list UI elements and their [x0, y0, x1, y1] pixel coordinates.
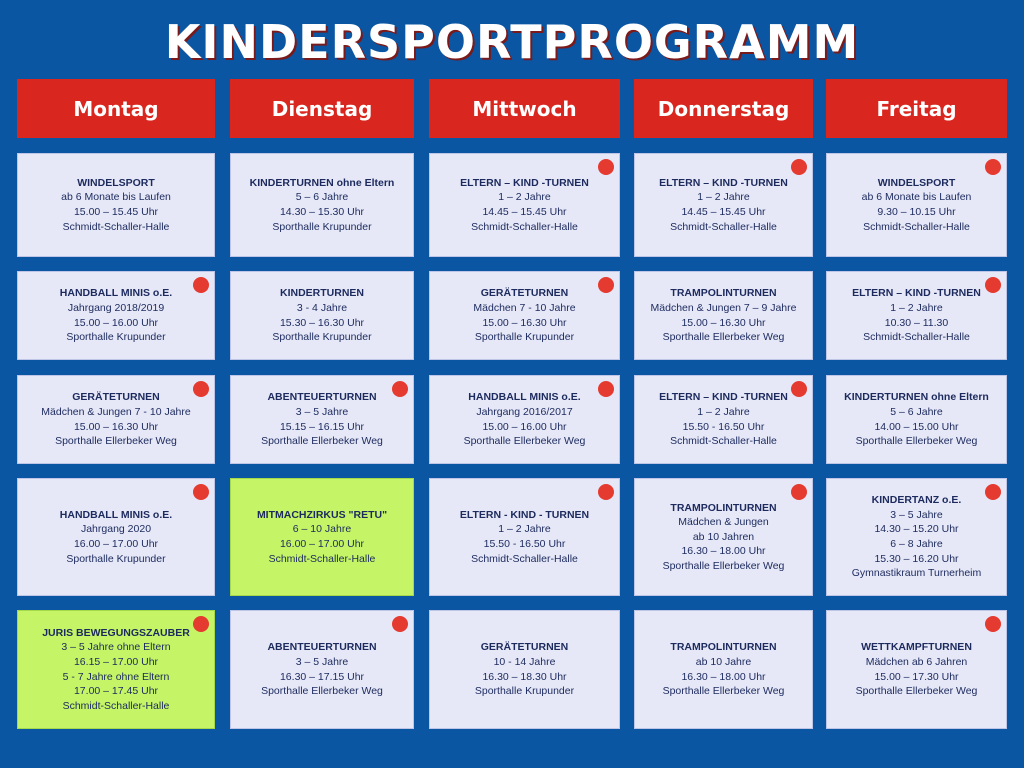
red-dot-icon [791, 159, 807, 175]
course-detail: 6 – 8 Jahre [890, 538, 943, 550]
course-detail: 16.00 – 17.00 Uhr [279, 538, 365, 550]
schedule-cell [17, 375, 215, 464]
red-dot-icon [791, 484, 807, 500]
course-detail: 16.30 – 18.00 Uhr [681, 670, 766, 683]
course-detail: ab 10 Jahren [692, 530, 755, 543]
course-detail: Schmidt-Schaller-Halle [471, 220, 578, 233]
course-detail: 15.00 – 16.30 Uhr [73, 420, 159, 433]
red-dot-icon [598, 277, 614, 293]
course-detail: ab 10 Jahre [695, 655, 752, 668]
course-name: ELTERN – KIND -TURNEN [659, 176, 788, 189]
course-detail: Sporthalle Krupunder [66, 331, 166, 344]
course-name: TRAMPOLINTURNEN [670, 501, 777, 514]
course-detail: 16.30 – 18.00 Uhr [681, 545, 766, 558]
schedule-cell [429, 478, 620, 596]
schedule-cell [634, 478, 813, 596]
schedule-cell [826, 375, 1007, 464]
schedule-cell [230, 610, 414, 729]
course-detail: 15.50 - 16.50 Uhr [483, 538, 566, 550]
day-header-mittwoch: Mittwoch [429, 79, 620, 138]
course-detail: 14.30 – 15.20 Uhr [874, 523, 959, 536]
course-detail: 14.30 – 15.30 Uhr [279, 206, 365, 218]
red-dot-icon [392, 381, 408, 397]
course-detail: Schmidt-Schaller-Halle [863, 331, 970, 344]
course-name: KINDERTURNEN [280, 287, 364, 300]
schedule-cell [826, 610, 1007, 729]
course-name: WETTKAMPFTURNEN [861, 641, 972, 654]
schedule-cell [17, 271, 215, 360]
schedule-cell [17, 153, 215, 257]
red-dot-icon [598, 484, 614, 500]
course-name: ELTERN - KIND - TURNEN [459, 508, 590, 521]
course-name: WINDELSPORT [877, 176, 956, 189]
page-title: KINDERSPORTPROGRAMM [164, 15, 860, 69]
course-detail: Schmidt-Schaller-Halle [863, 220, 970, 233]
course-name: GERÄTETURNEN [480, 287, 569, 300]
course-detail: 15.30 – 16.20 Uhr [874, 552, 959, 565]
course-detail: 10 - 14 Jahre [493, 655, 556, 668]
course-name: JURIS BEWEGUNGSZAUBER [42, 626, 190, 639]
schedule-cell [230, 271, 414, 360]
red-dot-icon [985, 277, 1001, 293]
course-detail: 16.30 – 18.30 Uhr [482, 670, 567, 683]
schedule-cell [826, 478, 1007, 596]
course-name: TRAMPOLINTURNEN [670, 641, 777, 654]
schedule-cell [429, 271, 620, 360]
red-dot-icon [598, 381, 614, 397]
course-detail: Schmidt-Schaller-Halle [471, 552, 578, 565]
course-detail: Sporthalle Ellerbeker Weg [855, 435, 978, 448]
course-name: KINDERTANZ o.E. [871, 494, 962, 507]
course-name: MITMACHZIRKUS "RETU" [256, 508, 388, 521]
course-detail: Mädchen & Jungen 7 - 10 Jahre [41, 405, 191, 418]
course-detail: Sporthalle Krupunder [474, 685, 575, 698]
course-detail: 16.15 – 17.00 Uhr [73, 655, 159, 668]
schedule-cell [230, 153, 414, 257]
course-detail: 15.15 – 16.15 Uhr [279, 420, 365, 433]
course-name: HANDBALL MINIS o.E. [59, 287, 173, 300]
course-detail: Sporthalle Krupunder [66, 552, 166, 565]
day-header-dienstag: Dienstag [230, 79, 414, 138]
red-dot-icon [193, 381, 209, 397]
day-header-montag: Montag [17, 79, 215, 138]
course-detail: 17.00 – 17.45 Uhr [73, 685, 159, 698]
schedule-cell [634, 153, 813, 257]
red-dot-icon [193, 616, 209, 632]
schedule-cell [634, 271, 813, 360]
course-detail: Sporthalle Ellerbeker Weg [855, 685, 978, 698]
course-name: GERÄTETURNEN [480, 641, 569, 654]
schedule-cell [826, 271, 1007, 360]
course-detail: 15.50 - 16.50 Uhr [682, 420, 765, 433]
course-detail: Sporthalle Ellerbeker Weg [261, 435, 383, 448]
course-detail: Sporthalle Krupunder [272, 331, 372, 344]
course-detail: Sporthalle Ellerbeker Weg [662, 685, 785, 698]
red-dot-icon [193, 277, 209, 293]
red-dot-icon [985, 484, 1001, 500]
course-detail: 3 – 5 Jahre ohne Eltern [61, 641, 171, 654]
day-header-freitag: Freitag [826, 79, 1007, 138]
course-detail: Mädchen & Jungen 7 – 9 Jahre [650, 301, 797, 314]
course-name: GERÄTETURNEN [72, 391, 160, 404]
day-header-donnerstag: Donnerstag [634, 79, 813, 138]
course-detail: 15.00 – 17.30 Uhr [874, 670, 959, 683]
course-detail: Schmidt-Schaller-Halle [62, 220, 170, 233]
course-detail: 14.45 – 15.45 Uhr [681, 206, 766, 218]
course-detail: Sporthalle Ellerbeker Weg [55, 435, 177, 448]
course-name: KINDERTURNEN ohne Eltern [844, 391, 989, 404]
schedule-cell [429, 375, 620, 464]
course-detail: 1 – 2 Jahre [697, 191, 750, 204]
schedule-cell [826, 153, 1007, 257]
course-name: HANDBALL MINIS o.E. [468, 391, 581, 404]
course-name: TRAMPOLINTURNEN [670, 287, 777, 300]
course-detail: 1 – 2 Jahre [697, 405, 750, 418]
red-dot-icon [791, 381, 807, 397]
course-detail: 1 – 2 Jahre [498, 523, 551, 536]
course-detail: 15.00 – 16.00 Uhr [73, 316, 159, 329]
course-detail: Schmidt-Schaller-Halle [268, 552, 376, 565]
course-detail: 3 – 5 Jahre [890, 508, 943, 521]
course-detail: 3 - 4 Jahre [296, 301, 348, 314]
schedule-cell [17, 610, 215, 729]
course-detail: Mädchen 7 - 10 Jahre [473, 301, 576, 314]
course-detail: Schmidt-Schaller-Halle [62, 699, 170, 712]
red-dot-icon [598, 159, 614, 175]
course-name: WINDELSPORT [77, 176, 155, 189]
course-detail: 9.30 – 10.15 Uhr [877, 206, 956, 218]
red-dot-icon [985, 159, 1001, 175]
course-detail: Gymnastikraum Turnerheim [851, 567, 982, 580]
course-detail: 6 – 10 Jahre [292, 523, 352, 536]
course-detail: 16.30 – 17.15 Uhr [279, 670, 365, 683]
course-detail: 15.00 – 16.00 Uhr [482, 420, 567, 433]
red-dot-icon [392, 616, 408, 632]
course-detail: 10.30 – 11.30 [884, 316, 949, 329]
course-detail: 3 – 5 Jahre [295, 655, 349, 668]
course-detail: 14.45 – 15.45 Uhr [482, 206, 567, 218]
course-name: HANDBALL MINIS o.E. [59, 508, 173, 521]
course-detail: Sporthalle Ellerbeker Weg [261, 685, 383, 698]
schedule-cell [634, 375, 813, 464]
course-detail: 16.00 – 17.00 Uhr [73, 538, 159, 550]
schedule-cell [230, 478, 414, 596]
course-detail: 15.00 – 15.45 Uhr [73, 206, 159, 218]
course-name: ELTERN – KIND -TURNEN [852, 287, 981, 300]
schedule-cell [634, 610, 813, 729]
schedule-cell [17, 478, 215, 596]
course-detail: Jahrgang 2016/2017 [476, 405, 573, 418]
course-detail: Sporthalle Ellerbeker Weg [463, 435, 586, 448]
course-detail: Jahrgang 2018/2019 [67, 301, 165, 314]
course-detail: Schmidt-Schaller-Halle [670, 220, 777, 233]
schedule-cell [230, 375, 414, 464]
course-name: KINDERTURNEN ohne Eltern [249, 176, 395, 189]
course-detail: Sporthalle Ellerbeker Weg [662, 331, 785, 344]
red-dot-icon [985, 616, 1001, 632]
course-name: ABENTEUERTURNEN [267, 641, 377, 654]
course-detail: 5 – 6 Jahre [890, 405, 943, 418]
course-detail: Sporthalle Krupunder [474, 331, 575, 344]
red-dot-icon [193, 484, 209, 500]
course-detail: Sporthalle Ellerbeker Weg [662, 559, 785, 572]
course-name: ELTERN – KIND -TURNEN [460, 176, 589, 189]
course-detail: Mädchen & Jungen [678, 516, 769, 529]
course-detail: 3 – 5 Jahre [295, 405, 349, 418]
course-name: ABENTEUERTURNEN [267, 391, 377, 404]
course-detail: 5 – 6 Jahre [295, 191, 349, 204]
course-detail: Jahrgang 2020 [80, 523, 152, 536]
course-name: ELTERN – KIND -TURNEN [659, 391, 788, 404]
course-detail: Mädchen ab 6 Jahren [865, 655, 968, 668]
course-detail: 15.30 – 16.30 Uhr [279, 316, 365, 329]
course-detail: 14.00 – 15.00 Uhr [874, 420, 959, 433]
course-detail: 1 – 2 Jahre [890, 301, 943, 314]
course-detail: 5 - 7 Jahre ohne Eltern [62, 670, 170, 683]
course-detail: 15.00 – 16.30 Uhr [482, 316, 567, 329]
schedule-cell [429, 153, 620, 257]
course-detail: Sporthalle Krupunder [272, 220, 372, 233]
course-detail: 15.00 – 16.30 Uhr [681, 316, 766, 329]
course-detail: ab 6 Monate bis Laufen [61, 191, 171, 204]
course-detail: Schmidt-Schaller-Halle [670, 435, 777, 448]
course-detail: 1 – 2 Jahre [498, 191, 551, 204]
course-detail: ab 6 Monate bis Laufen [861, 191, 972, 204]
schedule-cell [429, 610, 620, 729]
